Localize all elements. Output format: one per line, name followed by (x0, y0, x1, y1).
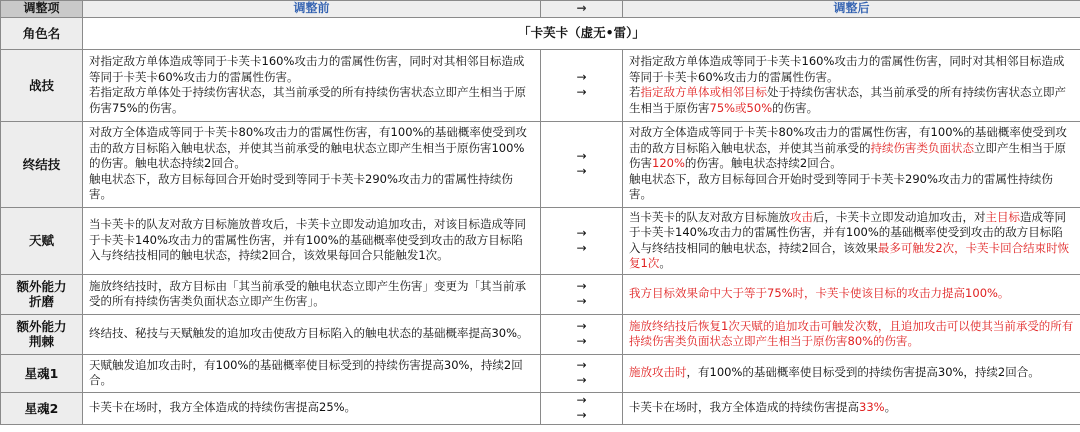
before-text: 对敌方全体造成等同于卡芙卡80%攻击力的雷属性伤害，有100%的基础概率使受到攻击的敌方目标陷入触电状态，并使其当前承受的触电状态立即产生相当于原伤害100%的伤害。触电状态持续2回合。 触电状态下，敌方目标每回合开始时受到等同于卡芙卡290%攻击力的雷属性持续伤害。 (83, 121, 541, 207)
arrow-icon: → (576, 240, 587, 255)
arrow-icon: → (576, 149, 587, 163)
before-text: 卡芙卡在场时，我方全体造成的持续伤害提高25%。 (83, 392, 541, 424)
arrow-icon: → (576, 85, 587, 99)
arrow-icon: → (576, 225, 587, 240)
header-before: 调整前 (83, 1, 541, 18)
header-arrow: → (541, 1, 623, 18)
header-row (1, 1, 1080, 18)
arrow-icon: → (576, 70, 587, 84)
character-label: 角色名 (1, 17, 83, 49)
arrow-cell (541, 274, 623, 314)
arrow-icon: → (576, 373, 587, 387)
character-name: 「卡芙卡（虚无•雷）」 (83, 17, 1080, 49)
arrow-cell (541, 49, 623, 121)
arrow-cell (541, 354, 623, 392)
after-text: 卡芙卡在场时，我方全体造成的持续伤害提高33%。 (623, 392, 1080, 424)
after-text: 对指定敌方单体造成等同于卡芙卡160%攻击力的雷属性伤害，同时对其相邻目标造成等同于卡芙卡60%攻击力的雷属性伤害。 若指定敌方单体或相邻目标处于持续伤害状态，其当前承受的所有持续伤害状态立即产生相当于原伤害75%或50%的伤害。 (623, 49, 1080, 121)
before-text: 天赋触发追加攻击时，有100%的基础概率使目标受到的持续伤害提高30%，持续2回合。 (83, 354, 541, 392)
row-key: 星魂2 (1, 392, 83, 424)
after-text: 施放终结技后恢复1次天赋的追加攻击可触发次数，且追加攻击可以使其当前承受的所有持续伤害类负面状态立即产生相当于原伤害80%的伤害。 (623, 314, 1080, 354)
arrow-icon: → (576, 393, 587, 407)
table-row (1, 274, 1080, 314)
before-text: 终结技、秘技与天赋触发的追加攻击使敌方目标陷入的触电状态的基础概率提高30%。 (83, 314, 541, 354)
arrow-cell (541, 314, 623, 354)
arrow-icon: → (576, 294, 587, 308)
arrow-cell (541, 121, 623, 207)
before-text: 当卡芙卡的队友对敌方目标施放普攻后，卡芙卡立即发动追加攻击，对该目标造成等同于卡芙卡140%攻击力的雷属性伤害，并有100%的基础概率使受到攻击的敌方目标陷入与终结技相同的触电状态，持续2回合，该效果每回合只能触发1次。 (83, 207, 541, 274)
table-row (1, 207, 1080, 274)
table-row (1, 314, 1080, 354)
before-text: 施放终结技时，敌方目标由「其当前承受的触电状态立即产生伤害」变更为「其当前承受的所有持续伤害类负面状态立即产生伤害」。 (83, 274, 541, 314)
character-row (1, 17, 1080, 49)
arrow-cell (541, 207, 623, 274)
row-key: 终结技 (1, 121, 83, 207)
after-text: 对敌方全体造成等同于卡芙卡80%攻击力的雷属性伤害，有100%的基础概率使受到攻击的敌方目标陷入触电状态，并使其当前承受的持续伤害类负面状态立即产生相当于原伤害120%的伤害。触电状态持续2回合。 触电状态下，敌方目标每回合开始时受到等同于卡芙卡290%攻击力的雷属性持续伤害。 (623, 121, 1080, 207)
arrow-icon: → (576, 358, 587, 372)
after-text: 施放攻击时，有100%的基础概率使目标受到的持续伤害提高30%，持续2回合。 (623, 354, 1080, 392)
after-text: 我方目标效果命中大于等于75%时，卡芙卡使该目标的攻击力提高100%。 (623, 274, 1080, 314)
arrow-cell (541, 392, 623, 424)
row-key: 额外能力 荆棘 (1, 314, 83, 354)
row-key: 额外能力 折磨 (1, 274, 83, 314)
row-key: 战技 (1, 49, 83, 121)
table-row (1, 121, 1080, 207)
header-after: 调整后 (623, 1, 1080, 18)
arrow-icon: → (576, 334, 587, 348)
arrow-icon: → (576, 164, 587, 178)
arrow-icon: → (576, 408, 587, 422)
row-key: 星魂1 (1, 354, 83, 392)
before-text: 对指定敌方单体造成等同于卡芙卡160%攻击力的雷属性伤害，同时对其相邻目标造成等同于卡芙卡60%攻击力的雷属性伤害。 若指定敌方单体处于持续伤害状态，其当前承受的所有持续伤害状态立即产生相当于原伤害75%的伤害。 (83, 49, 541, 121)
arrow-icon: → (576, 279, 587, 293)
row-key: 天赋 (1, 207, 83, 274)
table-row (1, 354, 1080, 392)
after-text: 当卡芙卡的队友对敌方目标施放攻击后，卡芙卡立即发动追加攻击，对主目标造成等同于卡芙卡140%攻击力的雷属性伤害，并有100%的基础概率使受到攻击的敌方目标陷入与终结技相同的触电状态，持续2回合，该效果最多可触发2次，卡芙卡回合结束时恢复1次。 (623, 207, 1080, 274)
table-row (1, 49, 1080, 121)
header-item: 调整项 (1, 1, 83, 18)
arrow-icon: → (576, 319, 587, 333)
table-row (1, 392, 1080, 424)
